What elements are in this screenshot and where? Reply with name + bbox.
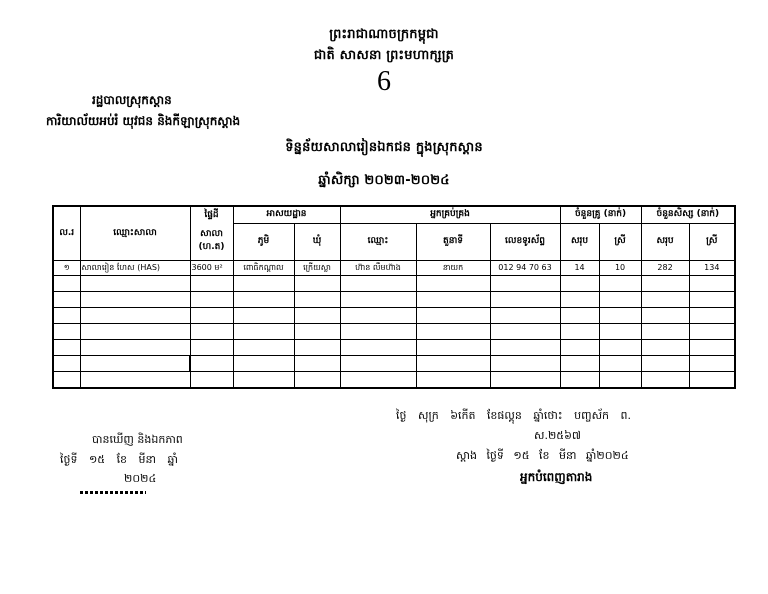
admin-name: រដ្ឋបាលស្រុកស្តាន: [92, 93, 172, 107]
table-row: [53, 260, 735, 275]
cell-commune: ក្រើយស្លា: [294, 260, 340, 275]
table-row: [53, 291, 735, 307]
cell-no: ១: [53, 260, 80, 275]
table-row: [53, 307, 735, 323]
header-manager: អ្នកគ្រប់គ្រង: [340, 206, 560, 223]
header-village: ភូមិ: [233, 223, 294, 260]
header-teachers: ចំនួនគ្រូ (នាក់): [560, 206, 641, 223]
header-students-total: សរុប: [641, 223, 689, 260]
document-title: ទិន្នន័យសាលារៀនឯកជន ក្នុងស្រុកស្តាន: [285, 140, 483, 155]
cell-students-total: 282: [641, 260, 689, 275]
cell-village: ពោធិកណ្ដាល: [233, 260, 294, 275]
approval-label: បានឃើញ និងឯកភាព: [92, 433, 183, 446]
header-area: [190, 206, 233, 223]
header-area-top: ផ្ទៃដី: [204, 209, 219, 220]
table-row: [53, 275, 735, 291]
solar-date-line: ស្ដាង ថ្ងៃទី ១៥ ខែ មីនា ឆ្នាំ២០២៤: [456, 449, 629, 462]
header-position: តួនាទី: [416, 223, 490, 260]
header-school-name: ឈ្មោះសាលា: [80, 206, 190, 260]
lunar-date-era: ស.២៥៦៧: [534, 429, 581, 442]
motto-heading: ជាតិ សាសនា ព្រះមហាក្សត្រ: [313, 48, 455, 63]
header-teachers-total: សរុប: [560, 223, 599, 260]
approval-date: ថ្ងៃទី ១៥ ខែ មីនា ឆ្នាំ: [60, 453, 178, 466]
header-area-unit: (ហ.ត): [198, 242, 225, 253]
cell-school-name: សាលារៀន ហែស (HAS): [80, 260, 190, 275]
approval-year: ២០២៤: [124, 472, 157, 485]
header-commune: ឃុំ: [294, 223, 340, 260]
header-students: ចំនួនសិស្ស (នាក់): [641, 206, 735, 223]
header-area-mid: សាលា: [200, 229, 223, 240]
cell-phone: 012 94 70 63: [490, 260, 560, 275]
cell-area: 3600 ម²: [190, 260, 233, 275]
cell-teachers-female: 10: [599, 260, 641, 275]
header-phone: លេខទូរស័ព្ទ: [490, 223, 560, 260]
header-students-female: ស្រី: [689, 223, 735, 260]
cropped-signature-text: [80, 491, 146, 494]
table-row: [53, 323, 735, 339]
header-teachers-female: ស្រី: [599, 223, 641, 260]
school-data-table: [52, 205, 736, 389]
table-row: [53, 339, 735, 355]
school-year: ឆ្នាំសិក្សា ២០២៣-២០២៤: [318, 173, 450, 188]
page-number: 6: [377, 66, 391, 97]
header-no: ល.រ: [53, 206, 80, 260]
cell-manager-name: ហ៊ាន លឹមហ៊ាង: [340, 260, 416, 275]
office-name: ការិយាល័យអប់រំ យុវជន និងកីឡាស្រុកស្តាង: [46, 114, 241, 128]
table-row: [53, 355, 735, 371]
kingdom-heading: ព្រះរាជាណាចក្រកម្ពុជា: [329, 27, 439, 42]
cell-students-female: 134: [689, 260, 735, 275]
lunar-date-line: ថ្ងៃ សុក្រ ៦កើត ខែផល្គុន ឆ្នាំថោះ បញ្ចស័ក ព.: [396, 409, 632, 422]
header-manager-name: ឈ្មោះ: [340, 223, 416, 260]
cell-teachers-total: 14: [560, 260, 599, 275]
header-address: អាសយដ្ឋាន: [233, 206, 340, 223]
cell-position: នាយក: [416, 260, 490, 275]
header-area-sub: [190, 223, 233, 260]
preparer-label: អ្នកបំពេញតារាង: [520, 470, 593, 484]
table-row: [53, 371, 735, 388]
